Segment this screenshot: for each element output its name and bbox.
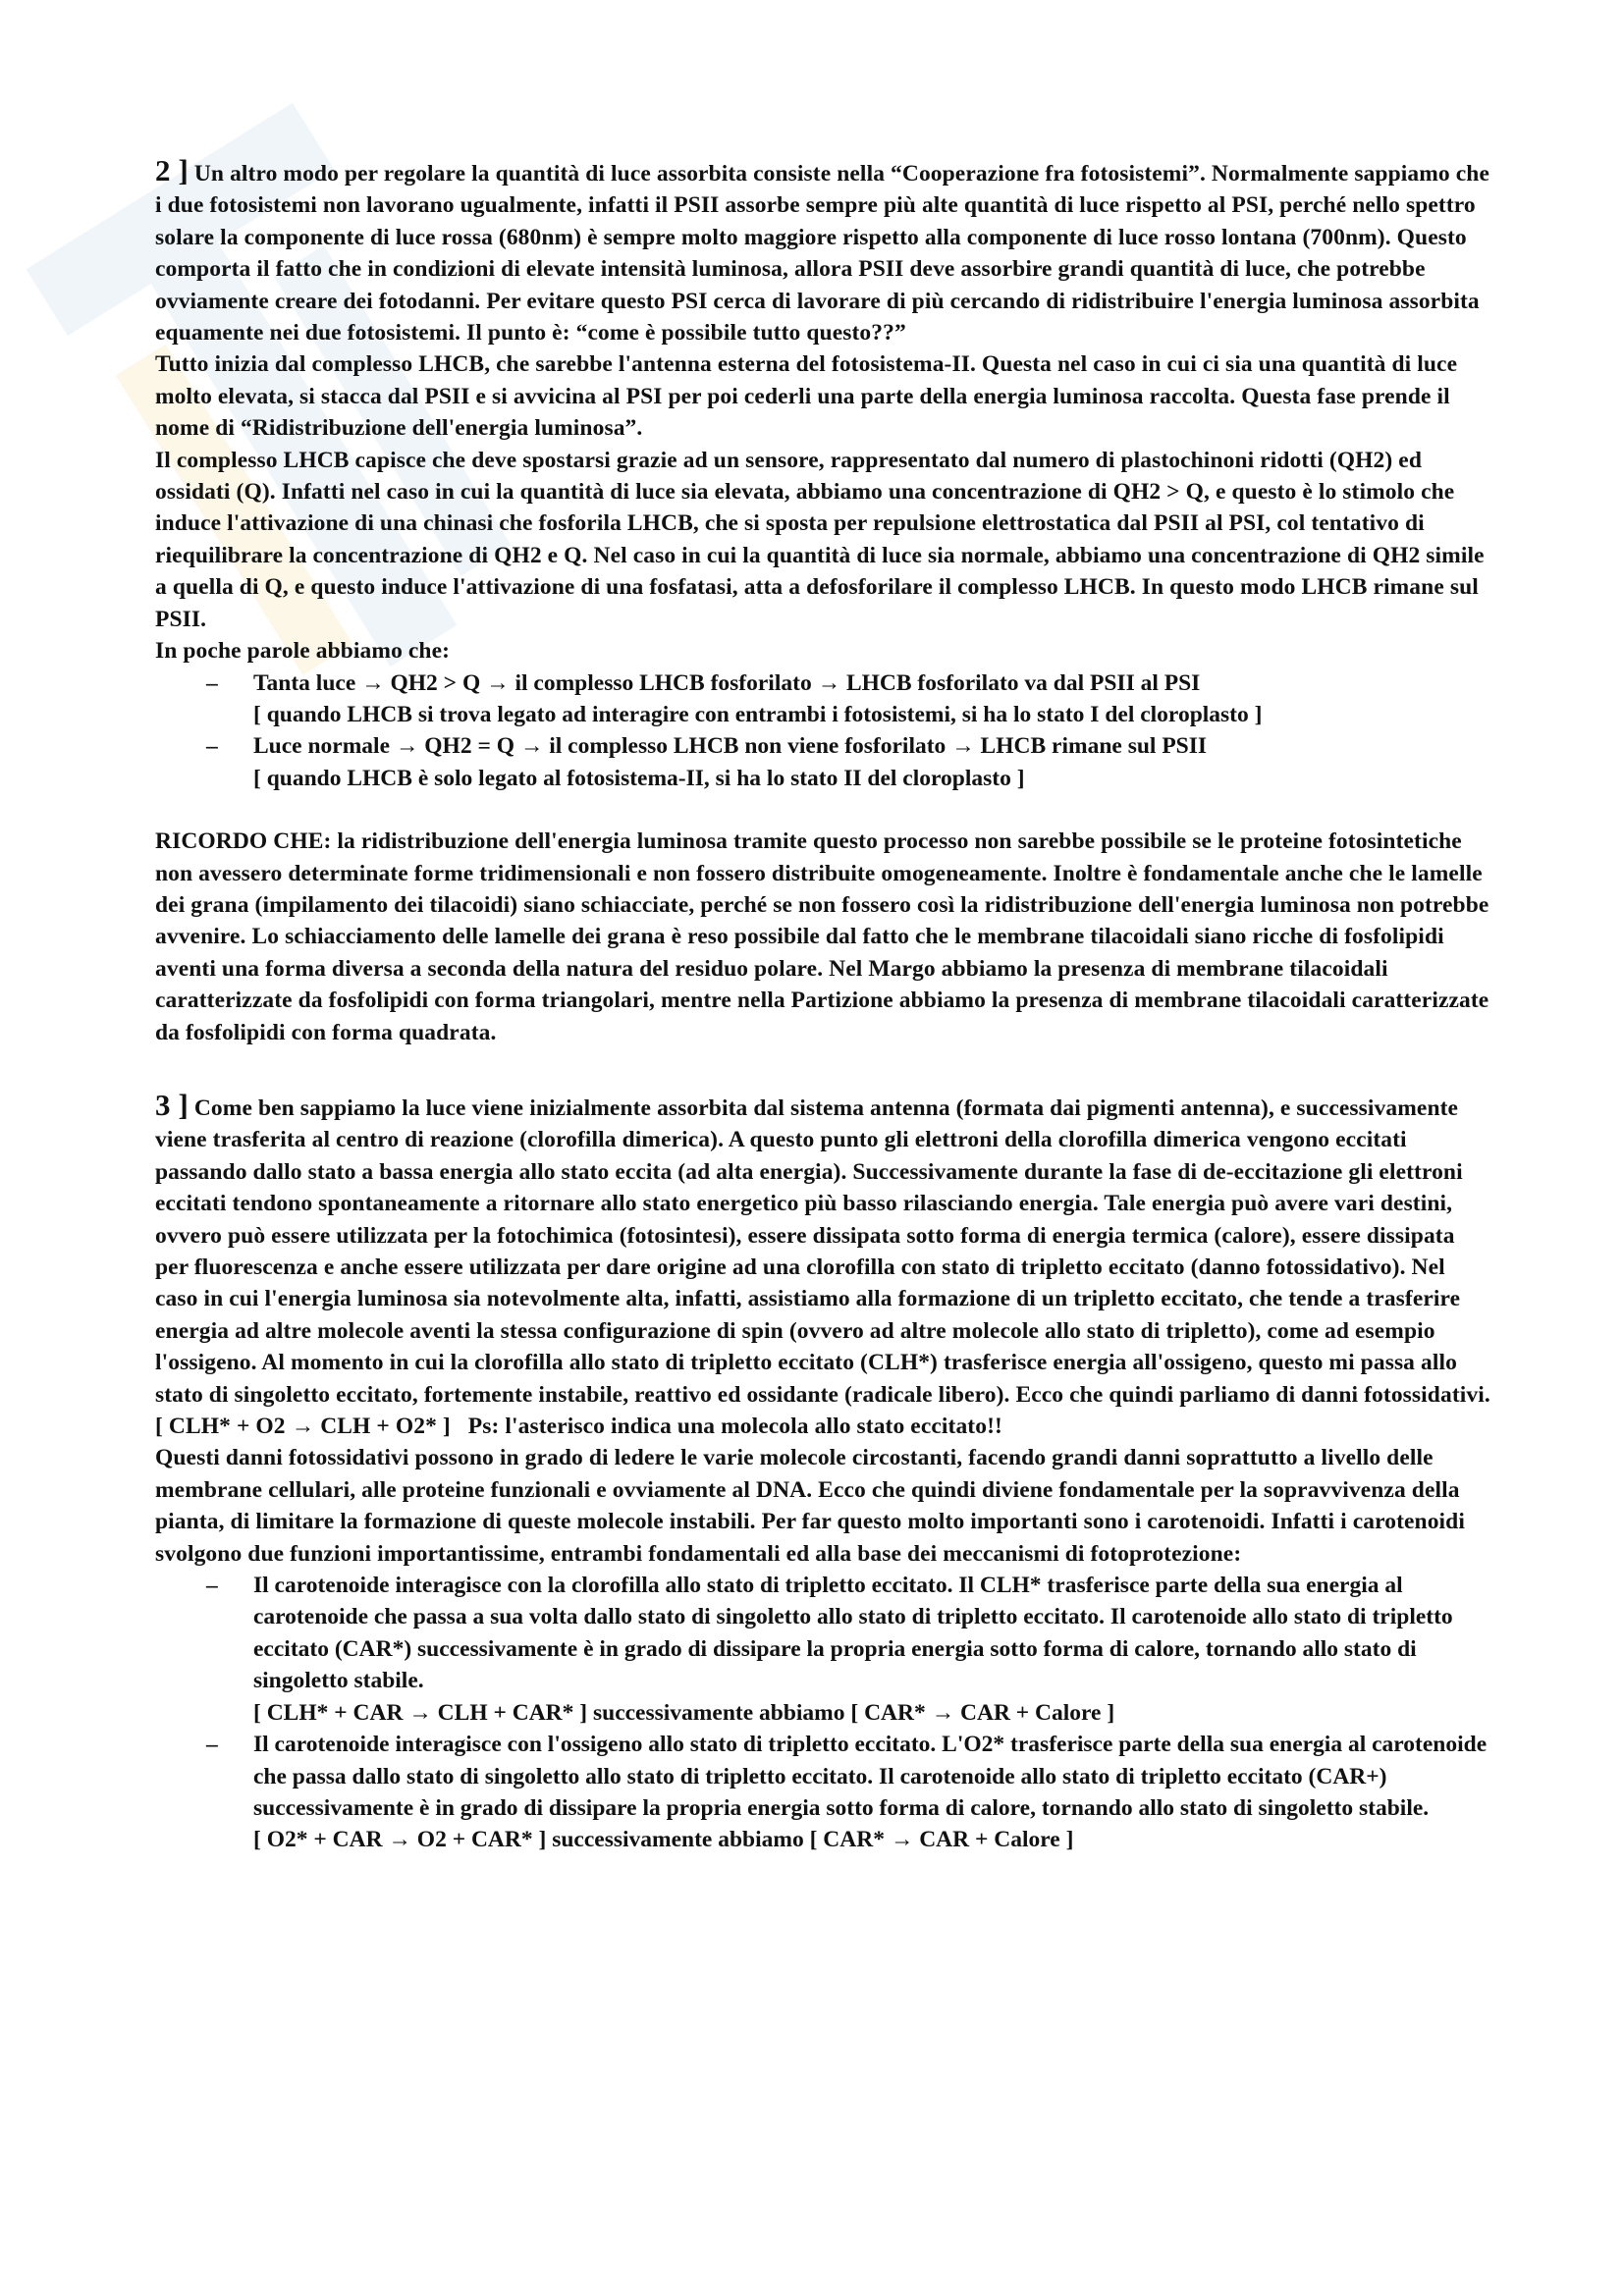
ps-note: Ps: l'asterisco indica una molecola allo stato eccitato!! <box>467 1414 1002 1440</box>
section-3-paragraph-damage: Questi danni fotossidativi possono in grado di ledere le varie molecole circostanti, facendo grandi danni soprattutto a livello delle membrane cellulari, alle proteine funzionali e ovviamente al DNA. Ecco che quindi diviene fondamentale per la sopravvivenza della pianta, di limitare la formazione di queste molecole instabili. Per far questo molto importanti sono i carotenoidi. Infatti i carotenoidi svolgono due funzioni importantissime, entrambi fondamentali ed alla base dei meccanismi di fotoprotezione: <box>155 1445 1465 1567</box>
bullet-main-line: Luce normale → QH2 = Q → il complesso LHCB non viene fosforilato → LHCB rimane sul PSII <box>253 733 1208 760</box>
section-3-equation-line <box>155 1411 1490 1442</box>
list-item <box>155 730 1490 794</box>
section-3-intro <box>155 1087 1490 1411</box>
bullet-note-line: [ quando LHCB si trova legato ad interagire con entrambi i fotosistemi, si ha lo stato I del cloroplasto ] <box>253 701 1263 727</box>
equation: [ CLH* + O2 → CLH + O2* ] <box>155 1414 451 1440</box>
section-2-paragraph-summary: In poche parole abbiamo che: <box>155 638 451 665</box>
list-item <box>155 667 1490 731</box>
dash-bullet: – <box>206 1732 218 1758</box>
list-item <box>155 1729 1490 1856</box>
bullet-formula: [ O2* + CAR → O2 + CAR* ] successivamente abbiamo [ CAR* → CAR + Calore ] <box>253 1827 1074 1853</box>
section-2-bullet-list <box>155 667 1490 795</box>
section-3-bullet-list <box>155 1570 1490 1856</box>
section-2-ricordo-note: RICORDO CHE: la ridistribuzione dell'energia luminosa tramite questo processo non sarebbe possibile se le proteine fotosintetiche non avessero determinate forme tridimensionali e non fossero distribuite omogeneamente. Inoltre è fondamentale anche che le lamelle dei grana (impilamento dei tilacoidi) siano schiacciate, perché se non fossero così la ridistribuzione dell'energia luminosa non potrebbe avvenire. Lo schiacciamento delle lamelle dei grana è reso possibile dal fatto che le membrane tilacoidali siano ricche di fosfolipidi aventi una forma diversa a seconda della natura del residuo polare. Nel Margo abbiamo la presenza di membrane tilacoidali caratterizzate da fosfolipidi con forma triangolari, mentre nella Partizione abbiamo la presenza di membrane tilacoidali caratterizzate da fosfolipidi con forma quadrata. <box>155 828 1489 1045</box>
dash-bullet: – <box>206 669 218 696</box>
section-2-paragraph-lhcb: Tutto inizia dal complesso LHCB, che sarebbe l'antenna esterna del fotosistema-II. Questa nel caso in cui ci sia una quantità di luce molto elevata, si stacca dal PSII e si avvicina al PSI per poi cederli una parte della energia luminosa raccolta. Questa fase prende il nome di “Ridistribuzione dell'energia luminosa”. <box>155 351 1458 442</box>
section-2-intro <box>155 155 1490 348</box>
bullet-formula: [ CLH* + CAR → CLH + CAR* ] successivamente abbiamo [ CAR* → CAR + Calore ] <box>253 1699 1115 1726</box>
document-page <box>155 155 1490 1856</box>
section-2-intro-text: Un altro modo per regolare la quantità di luce assorbita consiste nella “Cooperazione fra fotosistemi”. Normalmente sappiamo che i due fotosistemi non lavorano ugualmente, infatti il PSII assorbe sempre più alte quantità di luce rispetto al PSI, perché nello spettro solare la componente di luce rossa (680nm) è sempre molto maggiore rispetto alla componente di luce rosso lontana (700nm). Questo comporta il fatto che in condizioni di elevate intensità luminosa, allora PSII deve assorbire grandi quantità di luce, che potrebbe ovviamente creare dei fotodanni. Per evitare questo PSI cerca di lavorare di più cercando di ridistribuire l'energia luminosa assorbita equamente nei due fotosistemi. Il punto è: “come è possibile tutto questo??” <box>155 161 1489 347</box>
bullet-text: Il carotenoide interagisce con la clorofilla allo stato di tripletto eccitato. Il CLH* trasferisce parte della sua energia al carotenoide che passa a sua volta dallo stato di singoletto allo stato di tripletto eccitato. Il carotenoide allo stato di tripletto eccitato (CAR*) successivamente è in grado di dissipare la propria energia sotto forma di calore, tornando allo stato di singoletto stabile. <box>253 1573 1453 1694</box>
dash-bullet: – <box>206 1573 218 1599</box>
bullet-note-line: [ quando LHCB è solo legato al fotosistema-II, si ha lo stato II del cloroplasto ] <box>253 765 1025 791</box>
list-item <box>155 1570 1490 1729</box>
section-2-paragraph-sensor: Il complesso LHCB capisce che deve spostarsi grazie ad un sensore, rappresentato dal numero di plastochinoni ridotti (QH2) ed ossidati (Q). Infatti nel caso in cui la quantità di luce sia elevata, abbiamo una concentrazione di QH2 > Q, e questo è lo stimolo che induce l'attivazione di una chinasi che fosforila LHCB, che si sposta per repulsione elettrostatica dal PSII al PSI, col tentativo di riequilibrare la concentrazione di QH2 e Q. Nel caso in cui la quantità di luce sia normale, abbiamo una concentrazione di QH2 simile a quella di Q, e questo induce l'attivazione di una fosfatasi, atta a defosforilare il complesso LHCB. In questo modo LHCB rimane sul PSII. <box>155 447 1485 632</box>
section-3-intro-text: Come ben sappiamo la luce viene inizialmente assorbita dal sistema antenna (formata dai pigmenti antenna), e successivamente viene trasferita al centro di reazione (clorofilla dimerica). A questo punto gli elettroni della clorofilla dimerica vengono eccitati passando dallo stato a bassa energia allo stato eccita (ad alta energia). Successivamente durante la fase di de-eccitazione gli elettroni eccitati tendono spontaneamente a ritornare allo stato energetico più basso rilasciando energia. Tale energia può avere vari destini, ovvero può essere utilizzata per la fotochimica (fotosintesi), essere dissipata sotto forma di energia termica (calore), essere dissipata per fluorescenza e anche essere utilizzata per dare origine ad una clorofilla con stato di tripletto eccitato (danno fotossidativo). Nel caso in cui l'energia luminosa sia notevolmente alta, infatti, assistiamo alla formazione di un tripletto eccitato, che tende a trasferire energia ad altre molecole aventi la stessa configurazione di spin (ovvero ad altre molecole allo stato di tripletto), come ad esempio l'ossigeno. Al momento in cui la clorofilla allo stato di tripletto eccitato (CLH*) trasferisce energia all'ossigeno, questo mi passa allo stato di singoletto eccitato, fortemente instabile, reattivo ed ossidante (radicale libero). Ecco che quindi parliamo di danni fotossidativi. <box>155 1095 1490 1408</box>
section-2-number: 2 ] <box>155 153 189 187</box>
dash-bullet: – <box>206 733 218 760</box>
bullet-text: Il carotenoide interagisce con l'ossigeno allo stato di tripletto eccitato. L'O2* trasferisce parte della sua energia al carotenoide che passa dallo stato di singoletto allo stato di tripletto eccitato. Il carotenoide allo stato di tripletto eccitato (CAR+) successivamente è in grado di dissipare la propria energia sotto forma di calore, tornando allo stato di singoletto stabile. <box>253 1732 1488 1821</box>
section-3-number: 3 ] <box>155 1087 189 1122</box>
bullet-main-line: Tanta luce → QH2 > Q → il complesso LHCB fosforilato → LHCB fosforilato va dal PSII al PSI <box>253 669 1201 696</box>
